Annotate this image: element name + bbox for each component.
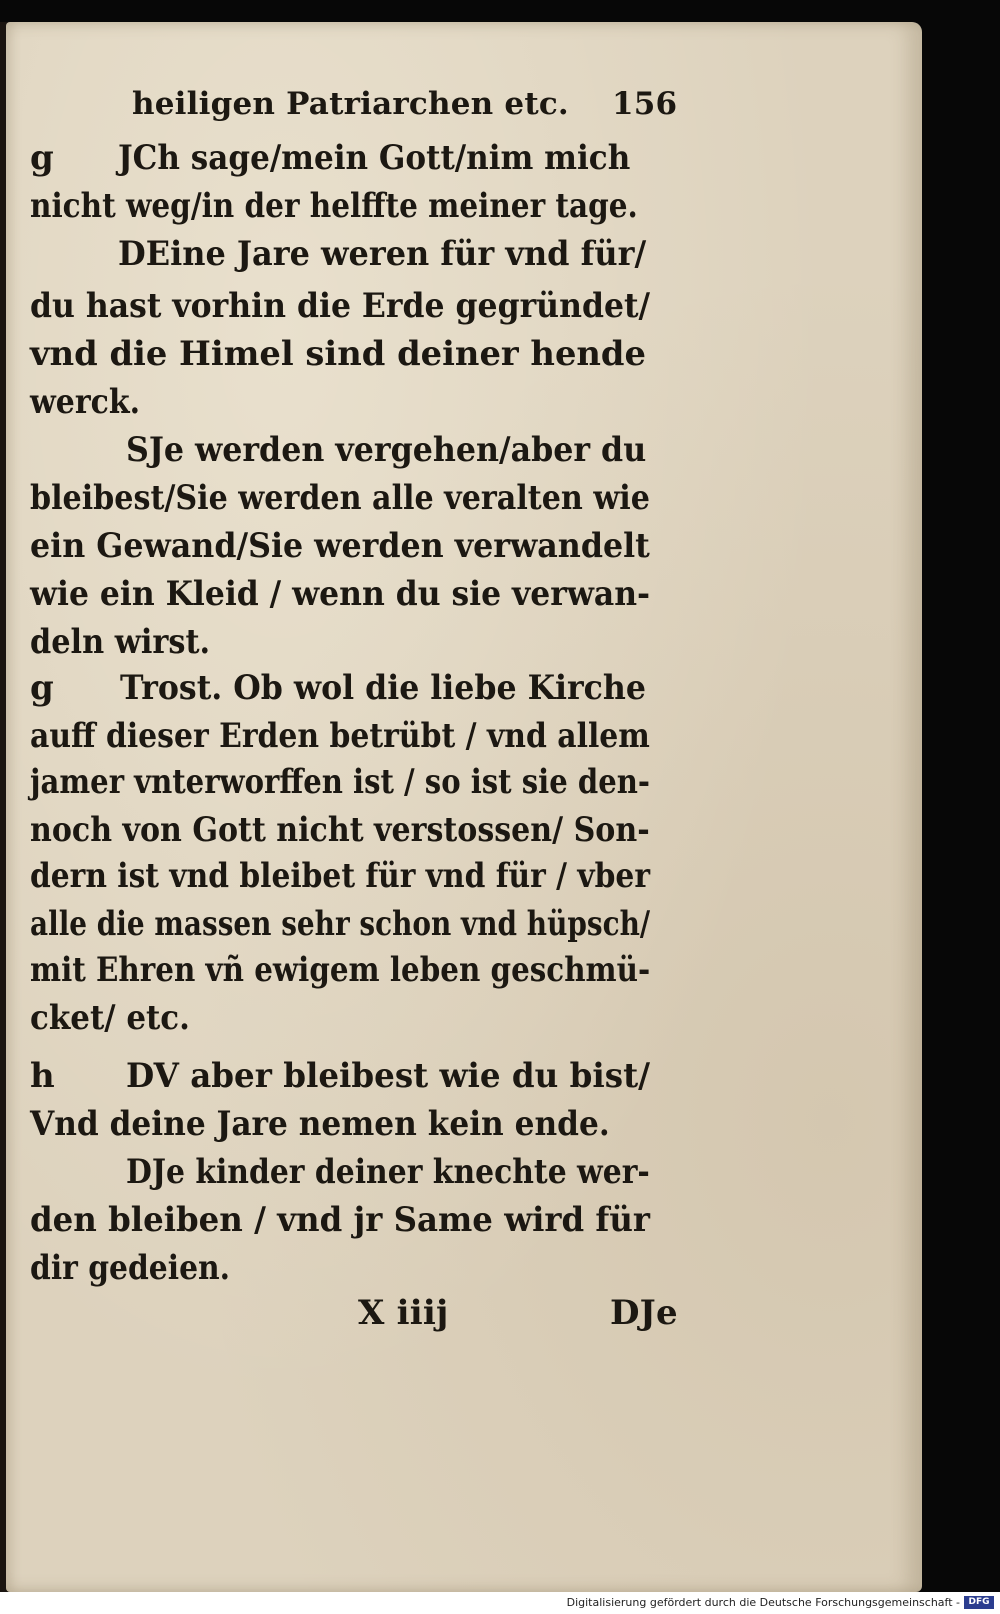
page-number: 156 xyxy=(612,86,678,122)
line-text: SJe werden vergehen/aber du xyxy=(126,430,647,470)
text-line xyxy=(30,904,690,948)
text-line xyxy=(30,998,690,1042)
line-text: DJe kinder deiner knechte wer- xyxy=(126,1152,650,1192)
line-text: auff dieser Erden betrübt / vnd allem xyxy=(30,716,650,756)
line-text: jamer vnterworffen ist / so ist sie den- xyxy=(30,762,650,802)
text-line xyxy=(30,382,690,426)
line-text: DV aber bleibest wie du bist/ xyxy=(126,1056,651,1096)
text-line xyxy=(30,286,690,330)
line-text: DEine Jare weren für vnd für/ xyxy=(118,234,647,274)
line-text: du hast vorhin die Erde gegründet/ xyxy=(30,286,651,326)
text-line xyxy=(30,810,690,854)
text-line xyxy=(30,526,690,570)
line-text: ein Gewand/Sie werden verwandelt xyxy=(30,526,650,566)
text-line xyxy=(30,234,690,278)
text-line xyxy=(30,762,690,806)
line-text: alle die massen sehr schon vnd hüpsch/ xyxy=(30,904,651,944)
line-text: vnd die Himel sind deiner hende xyxy=(30,334,646,374)
text-line xyxy=(30,574,690,618)
text-line xyxy=(30,622,690,666)
line-text: wie ein Kleid / wenn du sie verwan- xyxy=(30,574,651,614)
line-text: deln wirst. xyxy=(30,622,211,662)
margin-marker: h xyxy=(30,1056,55,1096)
text-line xyxy=(30,1104,690,1148)
text-line xyxy=(30,430,690,474)
running-header: heiligen Patriarchen etc. xyxy=(132,86,569,122)
line-text: mit Ehren vñ ewigem leben geschmü- xyxy=(30,950,651,990)
signature-mark: X iiij xyxy=(358,1293,449,1333)
line-text: den bleiben / vnd jr Same wird für xyxy=(30,1200,650,1240)
line-text: Vnd deine Jare nemen kein ende. xyxy=(30,1104,610,1144)
text-line xyxy=(30,334,690,378)
margin-marker: g xyxy=(30,138,54,178)
line-text: bleibest/Sie werden alle veralten wie xyxy=(30,478,650,518)
text-line xyxy=(30,1152,690,1196)
text-line xyxy=(30,138,690,182)
line-text: dern ist vnd bleibet für vnd für / vber xyxy=(30,856,650,896)
line-text: JCh sage/mein Gott/nim mich xyxy=(118,138,631,178)
dfg-logo: DFG xyxy=(964,1596,994,1609)
text-line xyxy=(30,478,690,522)
line-text: dir gedeien. xyxy=(30,1248,231,1288)
line-text: cket/ etc. xyxy=(30,998,190,1038)
text-line xyxy=(30,668,690,712)
line-text: Trost. Ob wol die liebe Kirche xyxy=(120,668,646,708)
text-line xyxy=(30,856,690,900)
credit-text: Digitalisierung gefördert durch die Deutsche Forschungsgemeinschaft - xyxy=(566,1596,960,1609)
line-text: werck. xyxy=(30,382,141,422)
line-text: noch von Gott nicht verstossen/ Son- xyxy=(30,810,650,850)
text-line xyxy=(30,1248,690,1292)
text-line xyxy=(30,716,690,760)
catchword: DJe xyxy=(610,1293,678,1333)
text-line xyxy=(30,950,690,994)
margin-marker: g xyxy=(30,668,54,708)
text-line xyxy=(30,1056,690,1100)
text-line xyxy=(30,1200,690,1244)
text-line xyxy=(30,186,690,230)
line-text: nicht weg/in der helffte meiner tage. xyxy=(30,186,638,226)
